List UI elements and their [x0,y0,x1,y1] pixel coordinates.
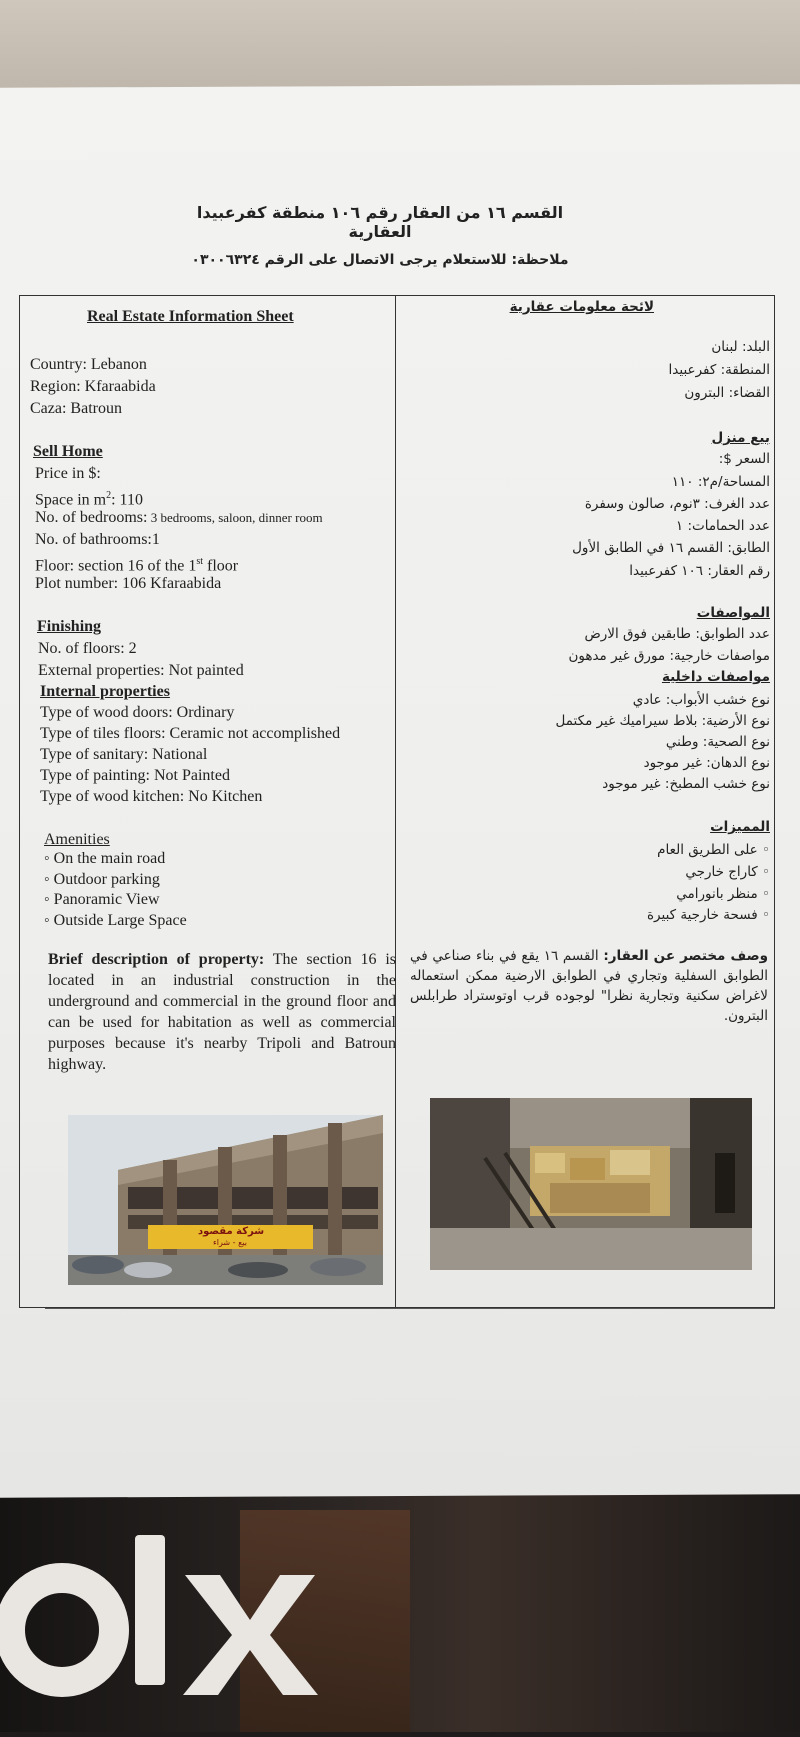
arabic-rooms-line: عدد الغرف: ٣نوم، صالون وسفرة [584,496,770,512]
arabic-plot-line: رقم العقار: ١٠٦ كفرعبيدا [629,563,770,579]
shop-sign-subtext: بيع - شراء [213,1238,247,1247]
arabic-kitchen-line: نوع خشب المطبخ: غير موجود [602,776,770,792]
sell-home-heading: Sell Home [33,443,103,460]
arabic-amenity-item: ◦ فسحة خارجية كبيرة [646,907,770,923]
arabic-sheet-title: لائحة معلومات عقارية [509,299,654,315]
arabic-internal-heading: مواصفات داخلية [661,669,770,685]
arabic-wood-doors-line: نوع خشب الأبواب: عادي [632,692,770,708]
painting-line: Type of painting: Not Painted [40,767,230,784]
arabic-external-line: مواصفات خارجية: مورق غير مدهون [568,648,770,664]
external-properties-line: External properties: Not painted [38,662,244,679]
arabic-caza-line: القضاء: البترون [684,385,770,401]
arabic-bathrooms-line: عدد الحمامات: ١ [675,518,770,534]
column-divider [395,295,396,1308]
contact-note-arabic: ملاحظة: للاستعلام يرجى الاتصال على الرقم ٠٣٠٠٦٣٢٤ [191,252,569,268]
kitchen-line: Type of wood kitchen: No Kitchen [40,788,263,805]
building-photo [68,1115,383,1285]
shop-sign-text: شركة مقصود [198,1226,265,1237]
english-sheet-title: Real Estate Information Sheet [87,308,294,325]
arabic-country-line: البلد: لبنان [711,339,770,355]
plot-line: Plot number: 106 Kfaraabida [35,575,222,592]
caza-line: Caza: Batroun [30,400,122,417]
region-line: Region: Kfaraabida [30,378,156,395]
arabic-region-line: المنطقة: كفرعبيدا [668,362,770,378]
internal-properties-heading: Internal properties [40,683,170,700]
floor-line: Floor: section 16 of the 1st floor [35,556,239,575]
sanitary-line: Type of sanitary: National [40,746,208,763]
arabic-floor-line: الطابق: القسم ١٦ في الطابق الأول [572,540,770,556]
bedrooms-line: No. of bedrooms: 3 bedrooms, saloon, dinner room [35,509,323,526]
arabic-floors-line: عدد الطوابق: طابقين فوق الارض [584,626,770,642]
wood-doors-line: Type of wood doors: Ordinary [40,704,235,721]
arabic-sanitary-line: نوع الصحية: وطني [665,734,770,750]
finishing-heading: Finishing [37,618,102,635]
arabic-price-line: السعر $: [718,451,770,467]
amenity-item: ◦ On the main road [44,850,166,867]
amenity-item: ◦ Outside Large Space [44,912,187,929]
country-line: Country: Lebanon [30,356,147,373]
price-line: Price in $: [35,465,101,482]
floors-count-line: No. of floors: 2 [38,640,137,657]
amenities-heading: Amenities [44,831,110,848]
bathrooms-line: No. of bathrooms:1 [35,531,160,548]
olx-logo-icon [0,1535,330,1732]
arabic-painting-line: نوع الدهان: غير موجود [643,755,770,771]
amenity-item: ◦ Outdoor parking [44,871,160,888]
property-description-arabic: وصف مختصر عن العقار: القسم ١٦ يقع في بناء صناعي في الطوابق السفلية وتجاري في الطوابق الارضية ممكن استعماله لاغراض سكنية وتجارية نظرا" لوجوده قرب اوتوستراد طرابلس البترون. [410,948,768,1024]
interior-photo [430,1098,752,1270]
amenity-item: ◦ Panoramic View [44,891,160,908]
document-heading-arabic: القسم ١٦ من العقار رقم ١٠٦ منطقة كفرعبيدا العقارية [196,203,564,241]
arabic-sell-heading: بيع منزل [711,430,770,446]
arabic-specs-heading: المواصفات [696,605,770,621]
tiles-line: Type of tiles floors: Ceramic not accomplished [40,725,341,742]
arabic-amenity-item: ◦ منظر بانورامي [676,886,770,902]
arabic-tiles-line: نوع الأرضية: بلاط سيراميك غير مكتمل [555,713,770,729]
space-line: Space in $m^2$: 110 [35,490,143,509]
arabic-amenity-item: ◦ كاراج خارجي [685,864,770,880]
arabic-amenities-heading: المميزات [710,819,770,835]
property-description-english: Brief description of property: The section 16 is located in an industrial construction in the underground and commercial in the ground floor and can be used for habitation as well as commercial purposes because it's nearby Tripoli and Batroun highway. [48,951,397,1073]
table-bottom-line [45,1308,775,1309]
arabic-space-line: المساحة/م٢: ١١٠ [671,474,770,490]
arabic-amenity-item: ◦ على الطريق العام [657,842,770,858]
